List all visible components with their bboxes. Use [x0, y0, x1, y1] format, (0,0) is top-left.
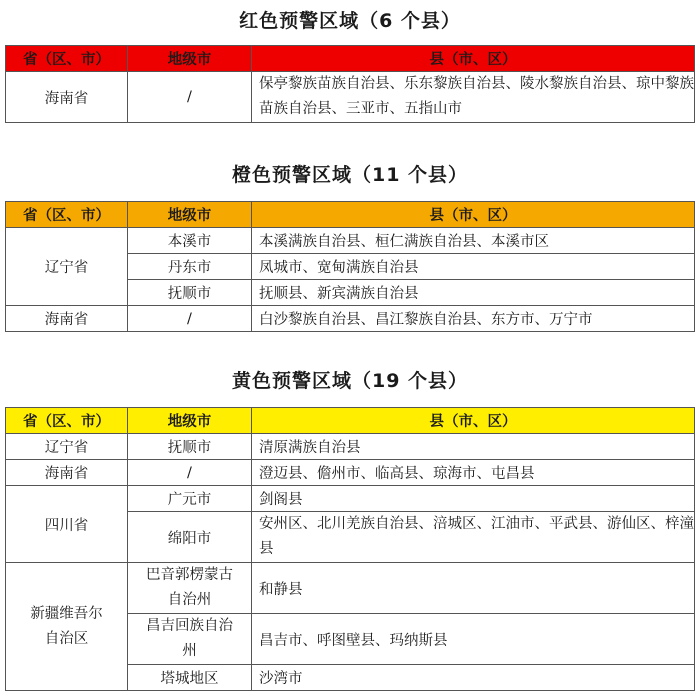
yellow-warning-table — [5, 407, 695, 691]
county-cell: 凤城市、宽甸满族自治县 — [252, 254, 695, 280]
city-cell: 塔城地区 — [128, 665, 252, 691]
header-province: 省（区、市） — [6, 408, 128, 434]
county-cell: 白沙黎族自治县、昌江黎族自治县、东方市、万宁市 — [252, 306, 695, 332]
county-cell: 沙湾市 — [252, 665, 695, 691]
city-cell: 昌吉回族自治州 — [128, 614, 252, 665]
city-cell: 广元市 — [128, 486, 252, 512]
header-county: 县（市、区） — [252, 408, 695, 434]
province-cell: 四川省 — [6, 486, 128, 563]
province-cell: 辽宁省 — [6, 434, 128, 460]
header-city: 地级市 — [128, 202, 252, 228]
city-cell: 抚顺市 — [128, 280, 252, 306]
province-cell: 海南省 — [6, 306, 128, 332]
table-header-row — [6, 202, 695, 228]
city-cell: / — [128, 460, 252, 486]
province-cell: 辽宁省 — [6, 228, 128, 306]
county-cell: 本溪满族自治县、桓仁满族自治县、本溪市区 — [252, 228, 695, 254]
table-row — [6, 228, 695, 254]
header-province: 省（区、市） — [6, 46, 128, 72]
city-cell: / — [128, 306, 252, 332]
header-county: 县（市、区） — [252, 46, 695, 72]
red-section-title: 红色预警区域（6 个县） — [239, 10, 461, 32]
table-row — [6, 72, 695, 123]
orange-warning-table — [5, 201, 695, 332]
county-cell: 剑阁县 — [252, 486, 695, 512]
city-cell: / — [128, 72, 252, 123]
red-warning-table — [5, 45, 695, 123]
header-county: 县（市、区） — [252, 202, 695, 228]
county-cell: 保亭黎族苗族自治县、乐东黎族自治县、陵水黎族自治县、琼中黎族苗族自治县、三亚市、五指山市 — [252, 72, 695, 123]
county-cell: 和静县 — [252, 563, 695, 614]
county-cell: 澄迈县、儋州市、临高县、琼海市、屯昌县 — [252, 460, 695, 486]
city-cell: 抚顺市 — [128, 434, 252, 460]
header-province: 省（区、市） — [6, 202, 128, 228]
table-header-row — [6, 408, 695, 434]
orange-section-title: 橙色预警区域（11 个县） — [231, 164, 469, 186]
table-row — [6, 460, 695, 486]
city-cell: 绵阳市 — [128, 512, 252, 563]
table-header-row — [6, 46, 695, 72]
province-cell: 新疆维吾尔自治区 — [6, 563, 128, 691]
table-row — [6, 306, 695, 332]
city-cell: 本溪市 — [128, 228, 252, 254]
province-cell: 海南省 — [6, 72, 128, 123]
table-row — [6, 434, 695, 460]
yellow-section-title: 黄色预警区域（19 个县） — [231, 370, 469, 392]
province-cell: 海南省 — [6, 460, 128, 486]
header-city: 地级市 — [128, 46, 252, 72]
table-row — [6, 486, 695, 512]
county-cell: 抚顺县、新宾满族自治县 — [252, 280, 695, 306]
county-cell: 安州区、北川羌族自治县、涪城区、江油市、平武县、游仙区、梓潼县 — [252, 512, 695, 563]
header-city: 地级市 — [128, 408, 252, 434]
county-cell: 昌吉市、呼图壁县、玛纳斯县 — [252, 614, 695, 665]
city-cell: 巴音郭楞蒙古自治州 — [128, 563, 252, 614]
city-cell: 丹东市 — [128, 254, 252, 280]
table-row — [6, 563, 695, 614]
county-cell: 清原满族自治县 — [252, 434, 695, 460]
